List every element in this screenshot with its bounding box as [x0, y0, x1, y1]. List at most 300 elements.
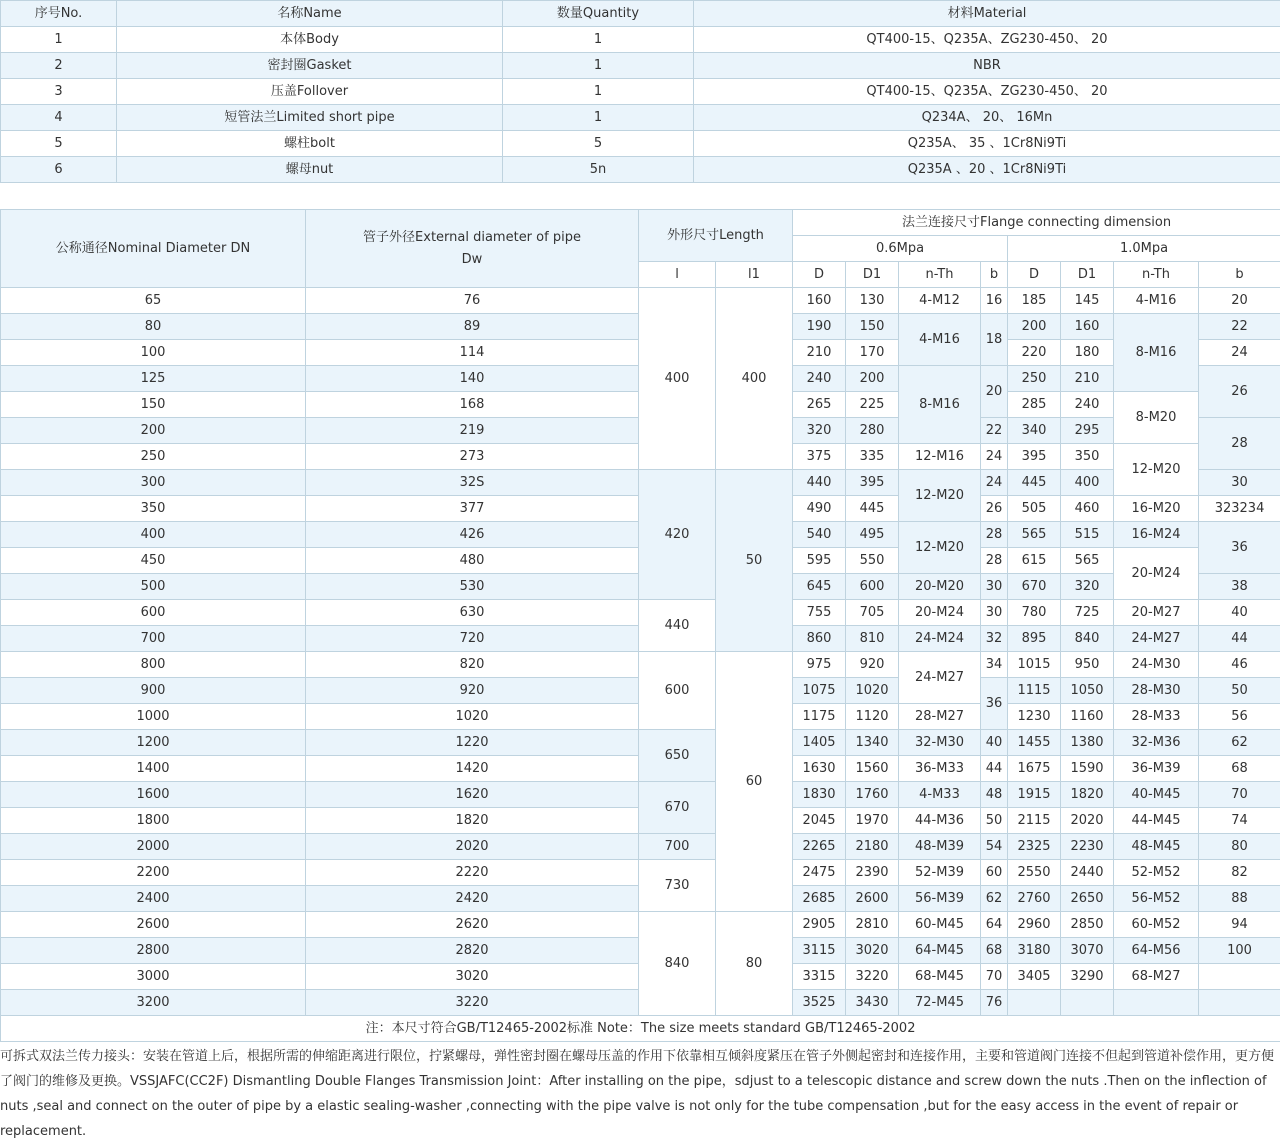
dims-cell-b06: 48 — [981, 782, 1008, 808]
dims-cell-d10: 220 — [1008, 340, 1061, 366]
dims-cell-dw: 3220 — [306, 990, 639, 1016]
dims-cell-nth06: 36-M33 — [899, 756, 981, 782]
dims-cell-d10: 780 — [1008, 600, 1061, 626]
dims-cell-d10: 250 — [1008, 366, 1061, 392]
dims-cell-dw: 1820 — [306, 808, 639, 834]
dims-cell-b10: 94 — [1199, 912, 1280, 938]
dims-cell-nth10: 60-M52 — [1114, 912, 1199, 938]
dims-cell-dn: 600 — [1, 600, 306, 626]
dims-cell-b06: 76 — [981, 990, 1008, 1016]
dims-cell-d110: 350 — [1061, 444, 1114, 470]
dims-cell-d06: 860 — [793, 626, 846, 652]
dims-cell-b10: 28 — [1199, 418, 1280, 470]
dims-cell-b10: 22 — [1199, 314, 1280, 340]
dims-cell-d10: 615 — [1008, 548, 1061, 574]
dims-cell-dw: 377 — [306, 496, 639, 522]
header-external-diameter-line1: 管子外径External diameter of pipe — [306, 231, 638, 244]
dims-cell-d10: 185 — [1008, 288, 1061, 314]
dims-cell-b10: 68 — [1199, 756, 1280, 782]
dims-cell-d106: 1120 — [846, 704, 899, 730]
dims-cell-d106: 2180 — [846, 834, 899, 860]
dims-cell-b06: 30 — [981, 600, 1008, 626]
dims-cell-nth06: 8-M16 — [899, 366, 981, 444]
dims-cell-nth06: 28-M27 — [899, 704, 981, 730]
dims-cell-d110: 295 — [1061, 418, 1114, 444]
dims-row — [1, 782, 1280, 808]
dims-cell-d06: 375 — [793, 444, 846, 470]
dims-cell-nth10: 20-M24 — [1114, 548, 1199, 600]
dims-cell-dn: 2800 — [1, 938, 306, 964]
parts-cell-material: Q235A、 35 、1Cr8Ni9Ti — [694, 131, 1280, 157]
dims-cell-d06: 160 — [793, 288, 846, 314]
dims-cell-d10: 1015 — [1008, 652, 1061, 678]
dims-cell-nth06: 12-M20 — [899, 522, 981, 574]
dims-cell-dw: 426 — [306, 522, 639, 548]
parts-cell-name: 本体Body — [117, 27, 503, 53]
header-d-06: D — [793, 262, 846, 288]
dims-cell-nth10: 16-M20 — [1114, 496, 1199, 522]
dims-cell-d10: 2760 — [1008, 886, 1061, 912]
header-nominal-diameter: 公称通径Nominal Diameter DN — [1, 210, 306, 288]
dims-cell-nth10 — [1114, 990, 1199, 1016]
dims-cell-b10: 40 — [1199, 600, 1280, 626]
dims-cell-nth10: 32-M36 — [1114, 730, 1199, 756]
header-external-diameter — [306, 210, 639, 288]
dims-row — [1, 470, 1280, 496]
dims-cell-nth06: 48-M39 — [899, 834, 981, 860]
dims-cell-l: 400 — [639, 288, 716, 470]
dims-cell-d06: 320 — [793, 418, 846, 444]
dims-cell-dn: 1800 — [1, 808, 306, 834]
header-d1-10: D1 — [1061, 262, 1114, 288]
dims-cell-nth06: 12-M20 — [899, 470, 981, 522]
dims-cell-nth10: 24-M30 — [1114, 652, 1199, 678]
dims-cell-l: 650 — [639, 730, 716, 782]
dims-cell-d06: 975 — [793, 652, 846, 678]
dims-cell-d106: 3220 — [846, 964, 899, 990]
parts-cell-name: 压盖Follover — [117, 79, 503, 105]
dims-cell-dn: 500 — [1, 574, 306, 600]
dims-cell-dn: 1400 — [1, 756, 306, 782]
dims-cell-d06: 645 — [793, 574, 846, 600]
dims-row — [1, 288, 1280, 314]
dims-cell-d110: 3290 — [1061, 964, 1114, 990]
dims-cell-dn: 3200 — [1, 990, 306, 1016]
dims-cell-b10: 80 — [1199, 834, 1280, 860]
dims-cell-d106: 3020 — [846, 938, 899, 964]
dims-cell-d106: 445 — [846, 496, 899, 522]
dims-cell-d110: 2850 — [1061, 912, 1114, 938]
header-b-06: b — [981, 262, 1008, 288]
dims-cell-dw: 3020 — [306, 964, 639, 990]
dims-cell-b06: 26 — [981, 496, 1008, 522]
dims-cell-dw: 1220 — [306, 730, 639, 756]
dims-cell-nth06: 72-M45 — [899, 990, 981, 1016]
dims-cell-nth06: 4-M33 — [899, 782, 981, 808]
header-external-diameter-line2: Dw — [306, 253, 638, 266]
dims-cell-d106: 335 — [846, 444, 899, 470]
dims-cell-d06: 1075 — [793, 678, 846, 704]
dims-cell-d106: 200 — [846, 366, 899, 392]
dims-cell-dn: 2400 — [1, 886, 306, 912]
parts-cell-name: 短管法兰Limited short pipe — [117, 105, 503, 131]
dims-cell-b10: 82 — [1199, 860, 1280, 886]
dims-cell-d106: 1020 — [846, 678, 899, 704]
dims-cell-l: 600 — [639, 652, 716, 730]
dims-cell-d106: 1560 — [846, 756, 899, 782]
dims-cell-b10: 56 — [1199, 704, 1280, 730]
dims-cell-dn: 125 — [1, 366, 306, 392]
parts-table — [0, 0, 1280, 183]
dims-cell-b10: 26 — [1199, 366, 1280, 418]
dims-cell-d106: 2600 — [846, 886, 899, 912]
dims-cell-b06: 70 — [981, 964, 1008, 990]
product-description: 可拆式双法兰传力接头：安装在管道上后，根据所需的伸缩距离进行限位，拧紧螺母，弹性密封圈在螺母压盖的作用下依靠相互倾斜度紧压在管子外侧起密封和连接作用，主要和管道阀门连接不但起到管道补偿作用，更方便了阀门的维修及更换。VSSJAFC(CC2F) Dismantling Double Flanges Transmission Joint：After installing on the pipe，sdjust to a telescopic distance and screw down the nuts .Then on the inflection of nuts ,seal and connect on the outer of pipe by a elastic sealing-washer ,connecting with the pipe valve is not only for the tube compensation ,but for the easy access in the event of repair or replacement. — [0, 1042, 1280, 1144]
dims-cell-b10 — [1199, 964, 1280, 990]
dims-cell-d10: 3180 — [1008, 938, 1061, 964]
dims-cell-nth10: 40-M45 — [1114, 782, 1199, 808]
dims-cell-d110: 725 — [1061, 600, 1114, 626]
dims-cell-b10: 62 — [1199, 730, 1280, 756]
dims-cell-l: 420 — [639, 470, 716, 600]
dims-cell-d110: 2650 — [1061, 886, 1114, 912]
header-material: 材料Material — [694, 1, 1280, 27]
dims-cell-dw: 76 — [306, 288, 639, 314]
dims-cell-dw: 219 — [306, 418, 639, 444]
parts-cell-no: 4 — [1, 105, 117, 131]
dims-cell-d110: 145 — [1061, 288, 1114, 314]
dims-cell-b06: 36 — [981, 678, 1008, 730]
dims-cell-dn: 1600 — [1, 782, 306, 808]
dims-cell-nth10: 64-M56 — [1114, 938, 1199, 964]
dims-cell-dw: 140 — [306, 366, 639, 392]
dims-cell-d106: 810 — [846, 626, 899, 652]
dims-cell-b10: 46 — [1199, 652, 1280, 678]
dims-cell-dn: 3000 — [1, 964, 306, 990]
dims-cell-nth06: 20-M24 — [899, 600, 981, 626]
dims-cell-dw: 920 — [306, 678, 639, 704]
dims-row — [1, 600, 1280, 626]
dims-cell-d110: 950 — [1061, 652, 1114, 678]
dims-cell-d10: 2115 — [1008, 808, 1061, 834]
dims-cell-dw: 2020 — [306, 834, 639, 860]
dims-cell-nth06: 24-M24 — [899, 626, 981, 652]
dims-cell-d10: 340 — [1008, 418, 1061, 444]
dims-cell-d106: 2810 — [846, 912, 899, 938]
dims-cell-b06: 30 — [981, 574, 1008, 600]
dims-cell-b06: 16 — [981, 288, 1008, 314]
dims-cell-nth06: 52-M39 — [899, 860, 981, 886]
dims-cell-b10: 44 — [1199, 626, 1280, 652]
dims-cell-nth06: 68-M45 — [899, 964, 981, 990]
dims-cell-nth10: 12-M20 — [1114, 444, 1199, 496]
dims-cell-d110 — [1061, 990, 1114, 1016]
dims-cell-l1: 400 — [716, 288, 793, 470]
dims-cell-nth06: 24-M27 — [899, 652, 981, 704]
dims-row — [1, 834, 1280, 860]
dims-cell-d10: 670 — [1008, 574, 1061, 600]
dims-cell-d10: 445 — [1008, 470, 1061, 496]
parts-cell-material: Q235A 、20 、1Cr8Ni9Ti — [694, 157, 1280, 183]
dims-cell-dn: 2200 — [1, 860, 306, 886]
dims-cell-nth10: 68-M27 — [1114, 964, 1199, 990]
dims-cell-b10: 24 — [1199, 340, 1280, 366]
dims-cell-d110: 320 — [1061, 574, 1114, 600]
parts-header-row — [1, 1, 1280, 27]
dims-cell-dn: 800 — [1, 652, 306, 678]
dims-cell-d06: 240 — [793, 366, 846, 392]
dims-cell-dn: 2000 — [1, 834, 306, 860]
dims-cell-d106: 395 — [846, 470, 899, 496]
dims-cell-d06: 3525 — [793, 990, 846, 1016]
dims-cell-b10: 38 — [1199, 574, 1280, 600]
dims-cell-b06: 24 — [981, 444, 1008, 470]
dims-cell-nth10: 4-M16 — [1114, 288, 1199, 314]
dims-cell-d06: 595 — [793, 548, 846, 574]
dims-cell-d106: 225 — [846, 392, 899, 418]
dims-cell-d06: 2045 — [793, 808, 846, 834]
dims-cell-dn: 700 — [1, 626, 306, 652]
parts-cell-quantity: 1 — [503, 105, 694, 131]
dims-cell-dn: 900 — [1, 678, 306, 704]
dims-cell-b06: 32 — [981, 626, 1008, 652]
dims-cell-d110: 2230 — [1061, 834, 1114, 860]
dims-cell-d110: 565 — [1061, 548, 1114, 574]
dims-cell-l1: 50 — [716, 470, 793, 652]
dims-cell-d10 — [1008, 990, 1061, 1016]
dims-cell-l: 440 — [639, 600, 716, 652]
dims-cell-nth06: 4-M12 — [899, 288, 981, 314]
dims-header-row-1 — [1, 210, 1280, 236]
dims-cell-dn: 80 — [1, 314, 306, 340]
standard-note: 注：本尺寸符合GB/T12465-2002标准 Note：The size meets standard GB/T12465-2002 — [1, 1016, 1280, 1042]
dims-cell-d106: 495 — [846, 522, 899, 548]
dims-row — [1, 860, 1280, 886]
dims-cell-b06: 22 — [981, 418, 1008, 444]
dims-cell-b10: 50 — [1199, 678, 1280, 704]
dims-cell-nth10: 52-M52 — [1114, 860, 1199, 886]
dims-cell-dn: 1000 — [1, 704, 306, 730]
parts-cell-quantity: 1 — [503, 79, 694, 105]
dims-cell-nth10: 48-M45 — [1114, 834, 1199, 860]
dims-cell-dn: 1200 — [1, 730, 306, 756]
dims-cell-d106: 600 — [846, 574, 899, 600]
dims-cell-nth10: 24-M27 — [1114, 626, 1199, 652]
dims-cell-d10: 1115 — [1008, 678, 1061, 704]
dims-cell-dw: 114 — [306, 340, 639, 366]
header-length: 外形尺寸Length — [639, 210, 793, 262]
dims-cell-b06: 24 — [981, 470, 1008, 496]
dims-cell-d06: 2265 — [793, 834, 846, 860]
dims-cell-dn: 2600 — [1, 912, 306, 938]
dims-cell-d06: 2685 — [793, 886, 846, 912]
dims-cell-d110: 400 — [1061, 470, 1114, 496]
parts-cell-name: 螺母nut — [117, 157, 503, 183]
dims-row — [1, 912, 1280, 938]
dims-cell-nth10: 44-M45 — [1114, 808, 1199, 834]
dims-cell-dw: 2820 — [306, 938, 639, 964]
dims-cell-dw: 720 — [306, 626, 639, 652]
header-d1-06: D1 — [846, 262, 899, 288]
dims-cell-dw: 2420 — [306, 886, 639, 912]
dims-cell-d10: 505 — [1008, 496, 1061, 522]
dims-cell-d06: 490 — [793, 496, 846, 522]
dims-cell-nth10: 16-M24 — [1114, 522, 1199, 548]
parts-cell-no: 2 — [1, 53, 117, 79]
parts-cell-no: 1 — [1, 27, 117, 53]
dims-cell-nth06: 12-M16 — [899, 444, 981, 470]
dims-cell-d110: 2440 — [1061, 860, 1114, 886]
dims-cell-dw: 1620 — [306, 782, 639, 808]
dims-cell-b10: 74 — [1199, 808, 1280, 834]
header-name: 名称Name — [117, 1, 503, 27]
dims-cell-d06: 2475 — [793, 860, 846, 886]
dims-cell-d110: 1380 — [1061, 730, 1114, 756]
dims-cell-l: 840 — [639, 912, 716, 1016]
dims-row — [1, 652, 1280, 678]
dims-cell-d110: 1590 — [1061, 756, 1114, 782]
dims-cell-d06: 440 — [793, 470, 846, 496]
parts-cell-no: 6 — [1, 157, 117, 183]
dims-cell-d10: 395 — [1008, 444, 1061, 470]
header-flange: 法兰连接尺寸Flange connecting dimension — [793, 210, 1280, 236]
dims-cell-dn: 65 — [1, 288, 306, 314]
dims-cell-d06: 1405 — [793, 730, 846, 756]
dims-cell-d10: 1455 — [1008, 730, 1061, 756]
dims-cell-d110: 460 — [1061, 496, 1114, 522]
dims-cell-d06: 540 — [793, 522, 846, 548]
dims-cell-nth10: 36-M39 — [1114, 756, 1199, 782]
dims-cell-b06: 28 — [981, 522, 1008, 548]
dims-cell-d10: 2960 — [1008, 912, 1061, 938]
dims-cell-d106: 550 — [846, 548, 899, 574]
dims-cell-b06: 60 — [981, 860, 1008, 886]
dims-cell-d10: 3405 — [1008, 964, 1061, 990]
header-nth-10: n-Th — [1114, 262, 1199, 288]
header-pressure-06: 0.6Mpa — [793, 236, 1008, 262]
dims-cell-dn: 250 — [1, 444, 306, 470]
dims-cell-b06: 34 — [981, 652, 1008, 678]
dims-cell-b06: 28 — [981, 548, 1008, 574]
dims-cell-dw: 480 — [306, 548, 639, 574]
dims-cell-d110: 210 — [1061, 366, 1114, 392]
dims-cell-dw: 273 — [306, 444, 639, 470]
parts-cell-quantity: 5n — [503, 157, 694, 183]
parts-cell-no: 5 — [1, 131, 117, 157]
dims-cell-d10: 2550 — [1008, 860, 1061, 886]
header-nth-06: n-Th — [899, 262, 981, 288]
dims-cell-d06: 1830 — [793, 782, 846, 808]
dims-cell-d106: 130 — [846, 288, 899, 314]
dims-cell-l: 700 — [639, 834, 716, 860]
dims-cell-l1: 60 — [716, 652, 793, 912]
parts-row — [1, 105, 1280, 131]
header-no: 序号No. — [1, 1, 117, 27]
dims-cell-d106: 1760 — [846, 782, 899, 808]
dims-cell-nth10: 28-M30 — [1114, 678, 1199, 704]
dims-cell-d106: 1970 — [846, 808, 899, 834]
dims-cell-b06: 20 — [981, 366, 1008, 418]
dims-cell-dn: 300 — [1, 470, 306, 496]
dims-cell-nth10: 56-M52 — [1114, 886, 1199, 912]
parts-cell-no: 3 — [1, 79, 117, 105]
dims-cell-d10: 2325 — [1008, 834, 1061, 860]
dims-cell-b06: 54 — [981, 834, 1008, 860]
dims-cell-nth10: 20-M27 — [1114, 600, 1199, 626]
dims-cell-dn: 150 — [1, 392, 306, 418]
dims-cell-dw: 2620 — [306, 912, 639, 938]
dims-cell-d110: 840 — [1061, 626, 1114, 652]
dims-cell-dw: 89 — [306, 314, 639, 340]
dims-cell-d10: 895 — [1008, 626, 1061, 652]
dims-cell-d06: 2905 — [793, 912, 846, 938]
dims-cell-d106: 705 — [846, 600, 899, 626]
dims-cell-d06: 755 — [793, 600, 846, 626]
dims-cell-d06: 3315 — [793, 964, 846, 990]
dims-cell-d06: 190 — [793, 314, 846, 340]
dims-cell-b10: 323234 — [1199, 496, 1280, 522]
dims-cell-nth06: 20-M20 — [899, 574, 981, 600]
parts-row — [1, 157, 1280, 183]
dims-cell-dn: 100 — [1, 340, 306, 366]
dims-cell-d10: 1230 — [1008, 704, 1061, 730]
dims-cell-b06: 44 — [981, 756, 1008, 782]
dims-cell-d110: 1820 — [1061, 782, 1114, 808]
dims-cell-b06: 64 — [981, 912, 1008, 938]
parts-cell-quantity: 5 — [503, 131, 694, 157]
dims-cell-dw: 1420 — [306, 756, 639, 782]
parts-cell-material: QT400-15、Q235A、ZG230-450、 20 — [694, 79, 1280, 105]
dims-cell-d10: 285 — [1008, 392, 1061, 418]
header-l1: l1 — [716, 262, 793, 288]
parts-cell-material: QT400-15、Q235A、ZG230-450、 20 — [694, 27, 1280, 53]
dims-cell-d106: 1340 — [846, 730, 899, 756]
dims-cell-nth06: 32-M30 — [899, 730, 981, 756]
dims-cell-b06: 50 — [981, 808, 1008, 834]
dims-cell-b10: 88 — [1199, 886, 1280, 912]
dims-cell-nth10: 8-M20 — [1114, 392, 1199, 444]
dims-cell-dw: 168 — [306, 392, 639, 418]
parts-cell-name: 密封圈Gasket — [117, 53, 503, 79]
dims-cell-d06: 3115 — [793, 938, 846, 964]
dims-cell-d06: 210 — [793, 340, 846, 366]
dims-cell-dn: 400 — [1, 522, 306, 548]
dims-cell-d10: 1675 — [1008, 756, 1061, 782]
dims-cell-b10: 20 — [1199, 288, 1280, 314]
dims-cell-b10: 30 — [1199, 470, 1280, 496]
dims-row — [1, 730, 1280, 756]
dims-cell-dw: 2220 — [306, 860, 639, 886]
dims-cell-d110: 1160 — [1061, 704, 1114, 730]
parts-row — [1, 131, 1280, 157]
dims-cell-nth06: 4-M16 — [899, 314, 981, 366]
dims-cell-nth06: 60-M45 — [899, 912, 981, 938]
dims-cell-nth06: 56-M39 — [899, 886, 981, 912]
dims-cell-b06: 18 — [981, 314, 1008, 366]
dims-cell-d06: 1175 — [793, 704, 846, 730]
dims-cell-d106: 150 — [846, 314, 899, 340]
parts-cell-quantity: 1 — [503, 53, 694, 79]
parts-row — [1, 27, 1280, 53]
dims-cell-b06: 68 — [981, 938, 1008, 964]
header-l: l — [639, 262, 716, 288]
dims-cell-d110: 180 — [1061, 340, 1114, 366]
parts-row — [1, 53, 1280, 79]
dims-cell-d110: 3070 — [1061, 938, 1114, 964]
dims-cell-dw: 32S — [306, 470, 639, 496]
header-b-10: b — [1199, 262, 1280, 288]
dims-cell-d110: 240 — [1061, 392, 1114, 418]
